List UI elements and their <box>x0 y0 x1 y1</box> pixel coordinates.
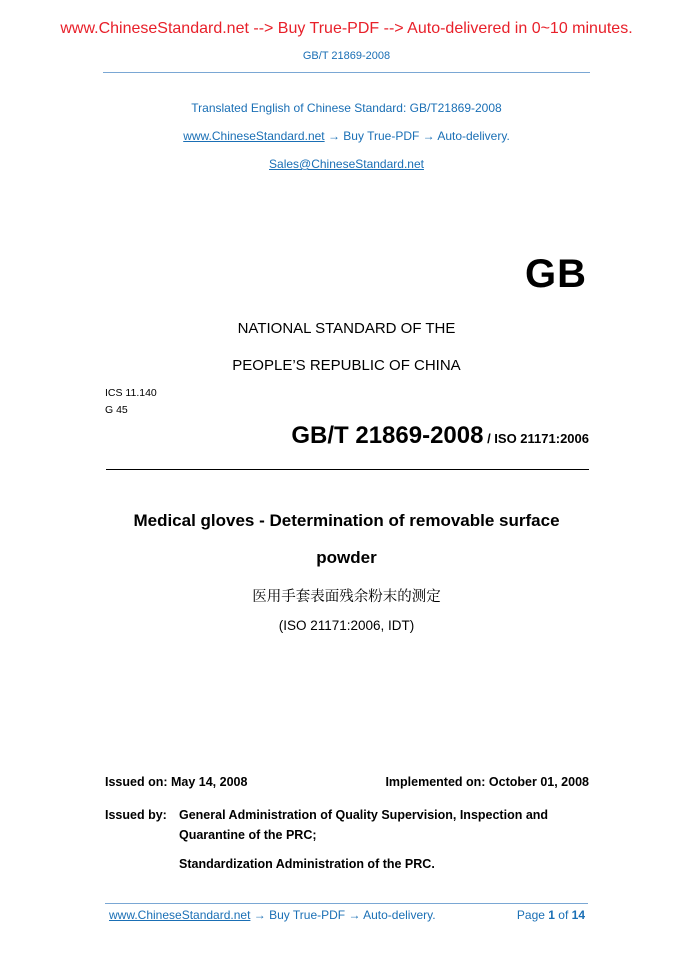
page-label: Page <box>516 908 549 922</box>
classification-code: G 45 <box>105 404 128 416</box>
standard-number-main: GB/T 21869-2008 <box>291 422 484 449</box>
footer-site-link[interactable]: www.ChineseStandard.net <box>109 908 251 922</box>
purchase-line <box>0 129 693 143</box>
purchase-text: → Buy True-PDF → Auto-delivery. <box>324 129 510 143</box>
national-standard-line-2: PEOPLE’S REPUBLIC OF CHINA <box>232 357 461 374</box>
standard-number <box>291 422 589 450</box>
implemented-on-date: Implemented on: October 01, 2008 <box>385 775 589 789</box>
running-header: GB/T 21869-2008 <box>302 50 391 62</box>
page-indicator <box>517 908 585 922</box>
title-line-2: powder <box>316 548 377 567</box>
issued-on-date: Issued on: May 14, 2008 <box>105 775 248 789</box>
footer-purchase <box>109 908 436 922</box>
gb-mark: GB <box>525 252 587 296</box>
issued-by-line-2: Quarantine of the PRC; <box>179 828 317 842</box>
of-label: of <box>554 908 572 922</box>
footer-rule <box>105 903 588 904</box>
issued-by-line-3: Standardization Administration of the PRC. <box>179 857 435 871</box>
promo-banner[interactable]: www.ChineseStandard.net --> Buy True-PDF --> Auto-delivered in 0~10 minutes. <box>60 20 633 37</box>
total-pages: 14 <box>571 908 585 922</box>
footer-purchase-text: → Buy True-PDF → Auto-delivery. <box>250 908 436 922</box>
translation-notice: Translated English of Chinese Standard: GB/T21869-2008 <box>191 101 502 115</box>
ics-code: ICS 11.140 <box>105 387 157 399</box>
page-number: 1 <box>548 908 555 922</box>
title-rule <box>106 469 589 470</box>
title-line-1: Medical gloves - Determination of removable surface <box>133 511 560 530</box>
sales-email-link[interactable]: Sales@ChineseStandard.net <box>269 157 424 171</box>
idt-note: (ISO 21171:2006, IDT) <box>278 618 415 633</box>
header-rule <box>103 72 590 73</box>
sales-line <box>0 157 693 171</box>
chinese-title: 医用手套表面残余粉末的测定 <box>252 589 441 605</box>
national-standard-line-1: NATIONAL STANDARD OF THE <box>237 320 456 337</box>
issued-by-label: Issued by: <box>105 808 167 822</box>
issued-by-line-1: General Administration of Quality Supervision, Inspection and <box>179 808 549 822</box>
iso-equivalent: / ISO 21171:2006 <box>483 431 589 446</box>
site-link[interactable]: www.ChineseStandard.net <box>183 129 325 143</box>
